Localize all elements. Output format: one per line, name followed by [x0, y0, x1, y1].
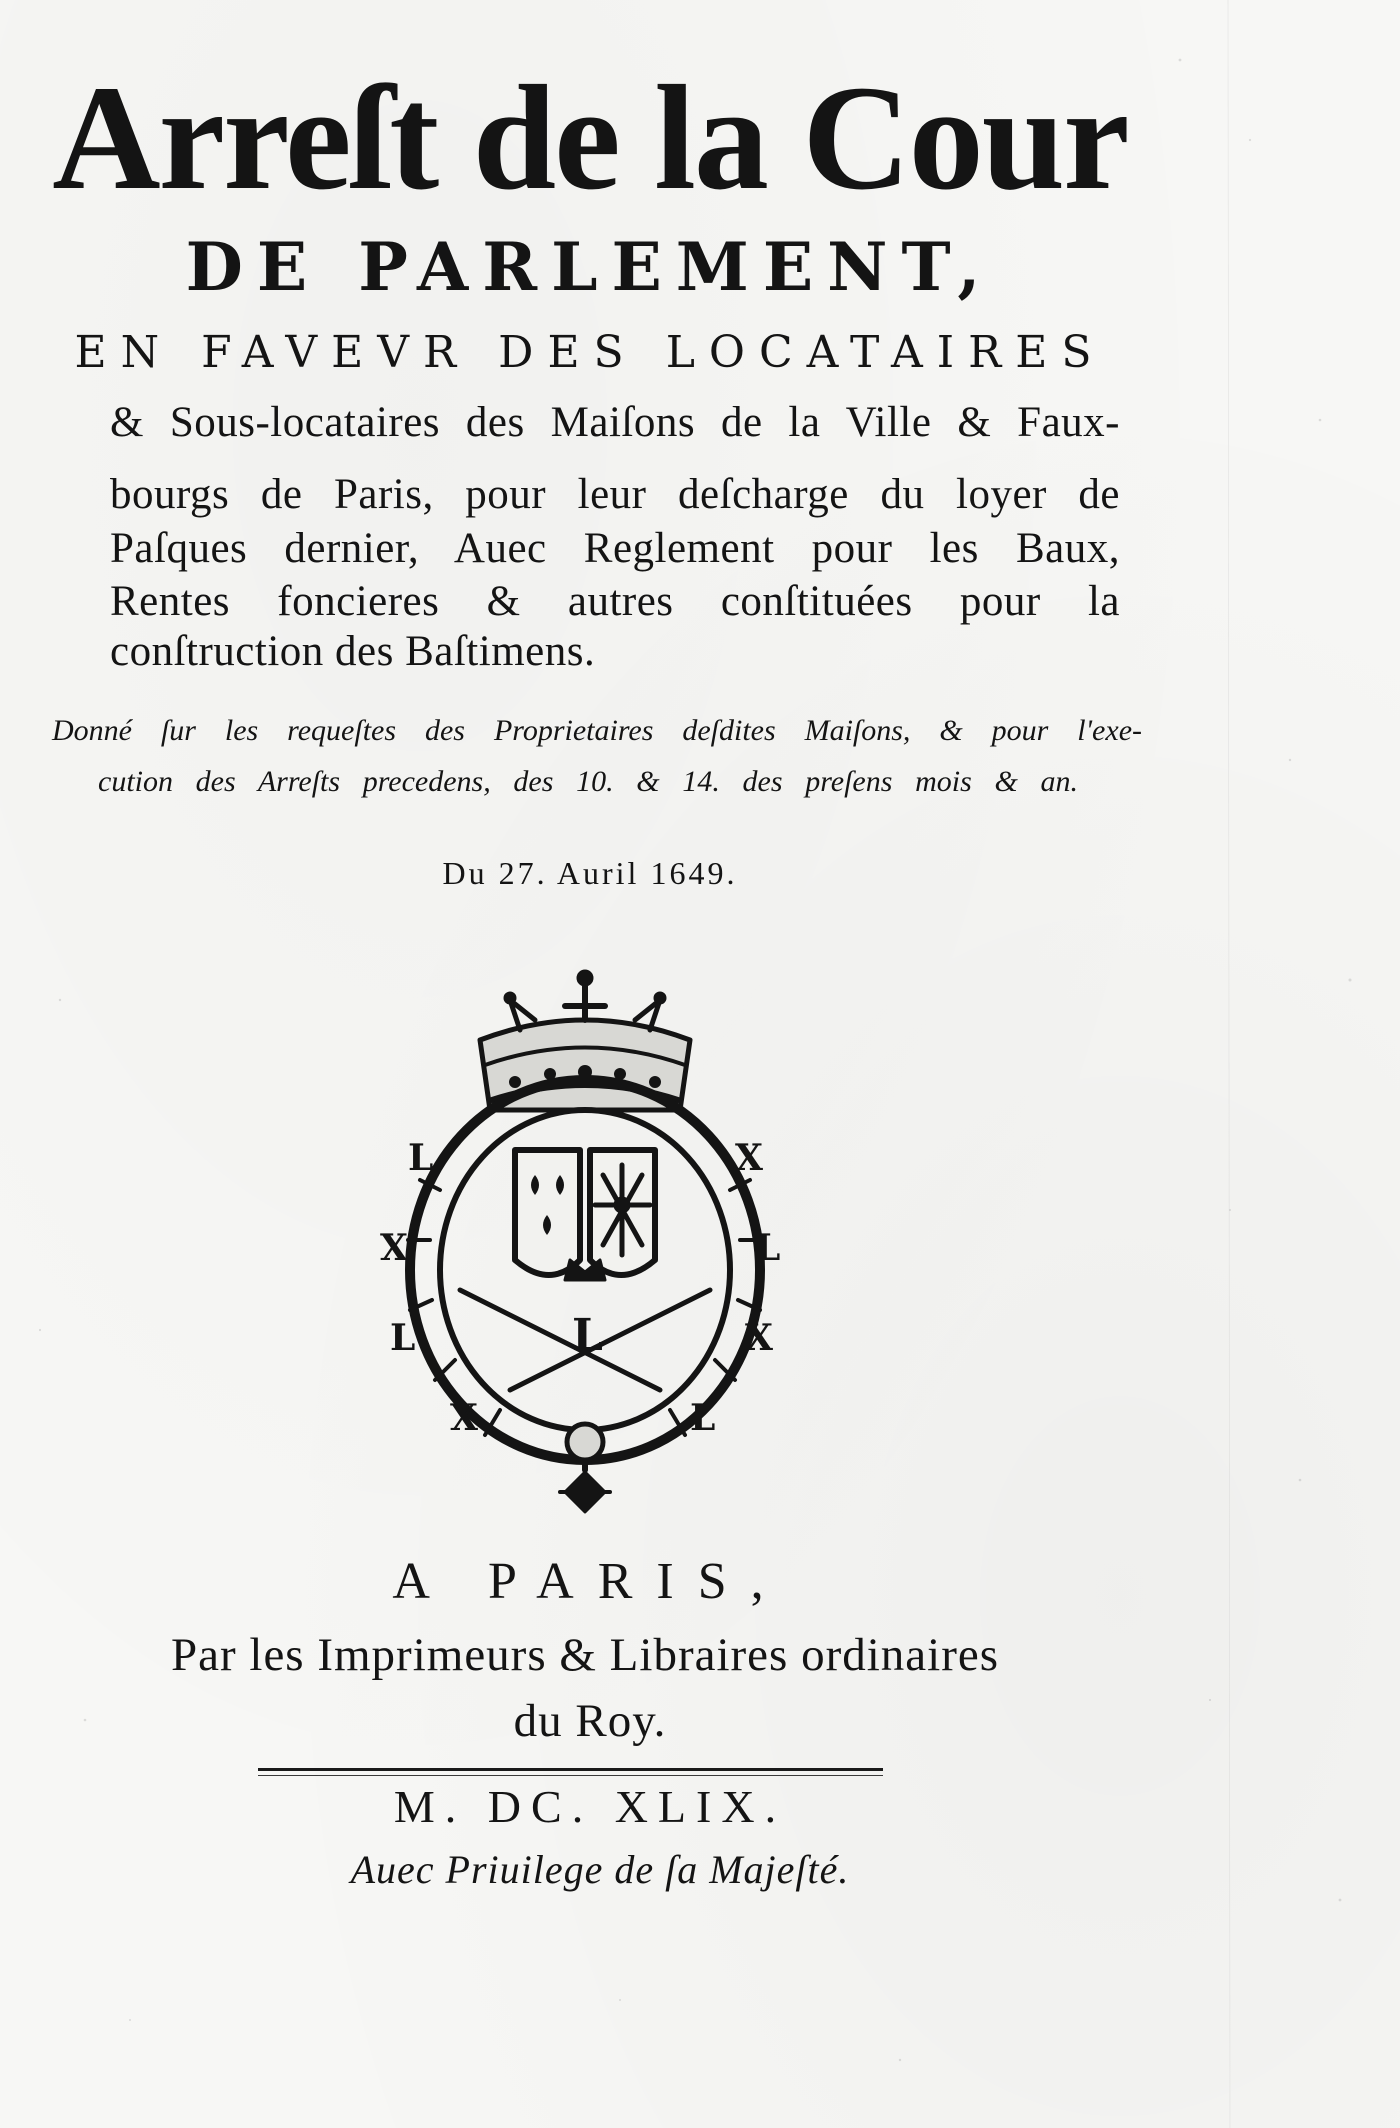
- favor-line: EN FAVEVR DES LOCATAIRES: [74, 327, 1106, 378]
- given-line-1: Donné ſur les requeſtes des Proprietaires deſdites Maiſons, & pour l'exe-: [52, 714, 1142, 747]
- body-line-3: Paſques dernier, Auec Reglement pour les Baux,: [110, 525, 1120, 572]
- imprint-place: A PARIS,: [392, 1553, 788, 1610]
- document-subtitle: DE PARLEMENT,: [185, 228, 995, 306]
- svg-text:L: L: [390, 1317, 416, 1359]
- svg-text:L: L: [690, 1397, 716, 1439]
- svg-text:L: L: [755, 1227, 781, 1269]
- imprint-printer-line-2: du Roy.: [513, 1695, 667, 1747]
- body-line-4: Rentes foncieres & autres conſtituées pour la: [110, 578, 1120, 625]
- imprint-rule-thin: [258, 1775, 883, 1776]
- svg-text:L: L: [408, 1137, 434, 1179]
- imprint-privilege: Auec Priuilege de ſa Majeſté.: [350, 1847, 850, 1892]
- svg-text:X: X: [735, 1137, 763, 1179]
- body-line-1: & Sous-locataires des Maiſons de la Ville & Faux-: [110, 399, 1120, 446]
- svg-text:X: X: [450, 1397, 478, 1439]
- body-line-5: conſtruction des Baſtimens.: [110, 628, 596, 675]
- imprint-rule-thick: [258, 1768, 883, 1771]
- document-date: Du 27. Auril 1649.: [442, 855, 738, 891]
- given-line-2: cution des Arreſts precedens, des 10. & 14. des preſens mois & an.: [98, 765, 1078, 798]
- svg-text:X: X: [380, 1227, 408, 1269]
- document-title: Arreſt de la Cour: [52, 55, 1128, 221]
- royal-arms-emblem-icon: [360, 960, 810, 1520]
- svg-text:X: X: [745, 1317, 773, 1359]
- imprint-year: M. DC. XLIX.: [393, 1781, 787, 1832]
- body-line-2: bourgs de Paris, pour leur deſcharge du loyer de: [110, 471, 1120, 518]
- imprint-printer-line-1: Par les Imprimeurs & Libraires ordinaires: [170, 1629, 1000, 1681]
- emblem-monogram: L: [572, 1310, 603, 1361]
